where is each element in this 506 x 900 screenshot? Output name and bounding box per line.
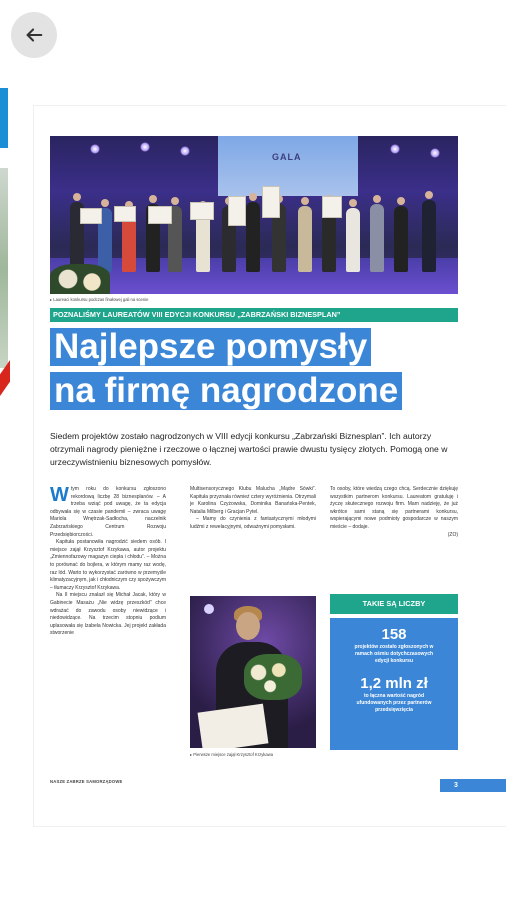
stats-box-title: TAKIE SĄ LICZBY — [330, 594, 458, 614]
stat-1-number: 158 — [381, 626, 407, 643]
article-lead: Siedem projektów zostało nagrodzonych w VIII edycji konkursu „Zabrzański Biznesplan”. Ich autorzy otrzymali nagrody pieniężne i rzeczowe o łącznej wartości prawie dwustu tysięcy złotych. Pomogą one w urzeczywistnieniu biznesowych pomysłów. — [50, 431, 448, 467]
stat-2-number: 1,2 mln zł — [360, 675, 428, 692]
headline-line-1: Najlepsze pomysły — [50, 328, 458, 366]
text-column-2: Multisensorycznego Klubu Malucha „Mądre Sówki”. Kapituła przyznała również cztery wyróżnienia. Otrzymali je Karolina Czyżowska, Dominika Banańska-Pentek, Natalia Milberg i Gracjan Pytel. – Mamy do czynienia z fantastycznymi młodymi ludźmi z rewelacyjnymi, odważnymi pomysłami. — [190, 486, 316, 530]
arrow-left-icon — [23, 24, 45, 46]
stats-box — [330, 618, 458, 750]
text-column-1: Wtym roku do konkursu zgłoszono rekordową liczbę 28 biznesplanów. – A trzeba wziąć pod uwagę, że ta edycja odbywała się w czasie pandemii – zwraca uwagę Mariola Wnętrzak-Sadłocha, naczelnik Zabrzańskiego Centrum Rozwoju Przedsiębiorczości. Kapituła postanowiła nagrodzić siedem osób. I miejsce zajął Krzysztof Krzykawa, autor projektu „Zmiennofazowy magazyn ciepła i chłodu”. – Można to porównać do bojlera, w którym mamy raz wodę, raz lód. Warto to wykorzystać zarówno w przemyśle klimatyzacyjnym, jak i chłodniczym czy spożywczym – tłumaczy Krzysztof Krzykawa. Na II miejscu znalazł się Michał Jacak, który w Gabinecie Masażu „Nie widzę przeszkód” chce wdrażać do zawodu osoby niewidzące i niedowidzące. Na trzecim stopniu podium uplasowała się Izabela Nowicka. Jej projekt zakłada stworzenie — [50, 484, 166, 637]
stat-2-description: to łączna wartość nagród ufundowanych przez partnerów przedsięwzięcia — [356, 693, 432, 713]
article-kicker: POZNALIŚMY LAUREATÓW VIII EDYCJI KONKURSU „ZABRZAŃSKI BIZNESPLAN” — [50, 308, 458, 322]
text-column-3: To osoby, które wiedzą czego chcą. Serdecznie dziękuję wszystkim partnerom konkursu. Laureatom gratuluję i życzę skutecznego rozwoju firm. Mam nadzieję, że już wkrótce sami staną się partnerami konkursu, wspierającymi nowe podmioty gospodarcze w naszym mieście – dodaje. (ZO) — [330, 486, 458, 538]
magazine-page — [34, 106, 506, 826]
winner-photo — [190, 596, 316, 748]
drop-cap: W — [50, 484, 69, 506]
author-sign: (ZO) — [447, 531, 458, 538]
publication-name: NASZE ZABRZE SAMORZĄDOWE — [50, 779, 123, 784]
photo-caption: ▸ Laureaci konkursu podczas finałowej gali na scenie — [50, 297, 149, 302]
page-number: 3 — [440, 779, 506, 792]
back-button[interactable] — [11, 12, 57, 58]
gala-photo — [50, 136, 458, 294]
previous-page-edge[interactable] — [0, 88, 10, 388]
stat-1-description: projektów zostało zgłoszonych w ramach ośmiu dotychczasowych edycji konkursu — [354, 644, 434, 664]
headline-line-2: na firmę nagrodzone — [50, 372, 458, 410]
winner-photo-caption: ▸ Pierwsze miejsce zajął Krzysztof Krzykawa — [190, 752, 274, 757]
screen-text: GALA — [272, 152, 302, 162]
